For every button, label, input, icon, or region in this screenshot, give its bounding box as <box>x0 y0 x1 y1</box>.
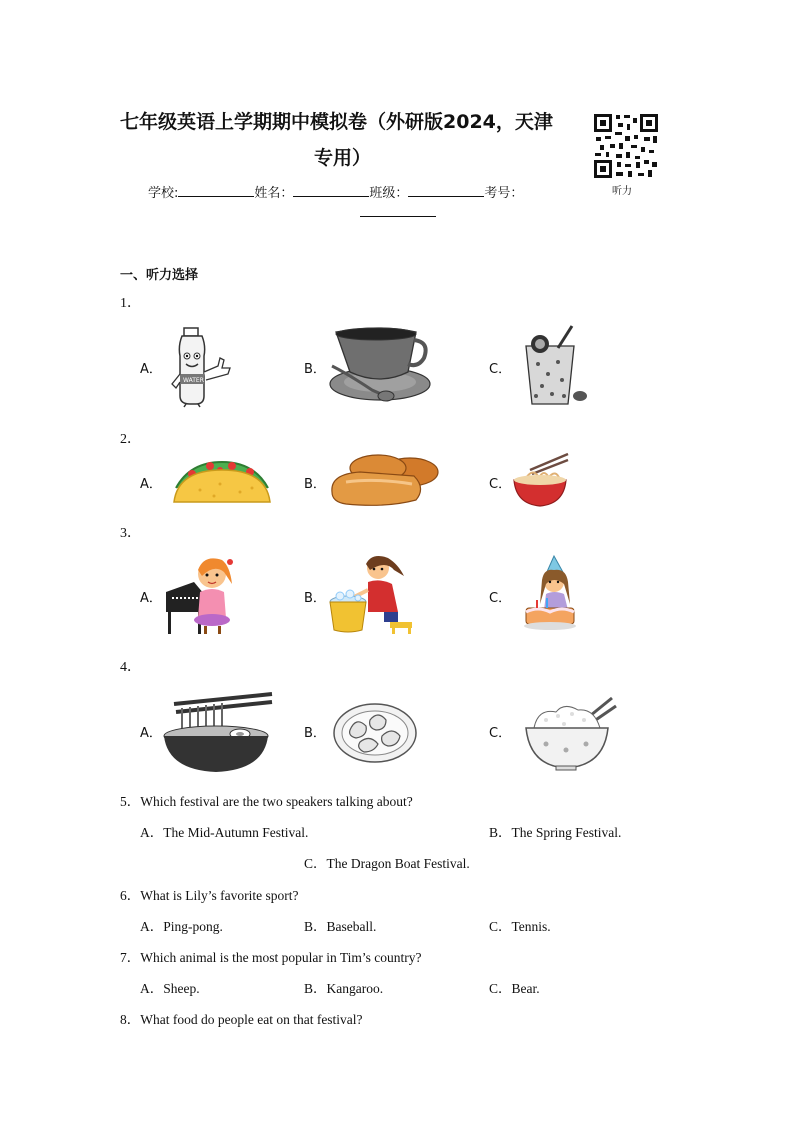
girl-birthday-cake-icon[interactable] <box>524 554 582 634</box>
choice-b[interactable]: B．Kangaroo. <box>304 981 384 996</box>
girl-playing-piano-icon[interactable] <box>164 552 238 636</box>
section-title: 一、听力选择 <box>120 268 199 283</box>
student-info-line <box>148 182 523 201</box>
choice-a[interactable]: A．Ping-pong. <box>140 919 223 934</box>
choice-a[interactable]: A．Sheep. <box>140 981 200 996</box>
option-letter[interactable]: B． <box>304 591 326 606</box>
rice-bowl-icon[interactable] <box>524 694 618 772</box>
page-title <box>120 104 575 176</box>
question-number: 8． <box>120 1012 141 1027</box>
choice-a[interactable]: A．The Mid-Autumn Festival. <box>140 825 309 840</box>
taco-icon[interactable] <box>170 458 274 510</box>
question-text: What is Lily’s favorite sport? <box>140 888 299 903</box>
coffee-cup-icon[interactable] <box>328 326 434 406</box>
choice-c[interactable]: C．Bear. <box>489 981 540 996</box>
question-7 <box>120 946 421 966</box>
question-number: 6． <box>120 888 141 903</box>
name-blank[interactable] <box>293 184 369 197</box>
question-number: 5． <box>120 794 141 809</box>
bubble-tea-icon[interactable] <box>518 324 594 408</box>
school-label: 学校: <box>148 186 179 201</box>
question-5 <box>120 790 413 810</box>
option-letter[interactable]: C． <box>489 477 512 492</box>
option-letter[interactable]: A． <box>140 477 162 492</box>
option-letter[interactable]: C． <box>489 362 512 377</box>
question-number: 2． <box>120 432 141 447</box>
option-letter[interactable]: B． <box>304 477 326 492</box>
exam-no-label: 考号： <box>484 186 524 201</box>
choice-c[interactable]: C．Tennis. <box>489 919 551 934</box>
option-letter[interactable]: A． <box>140 362 162 377</box>
question-text: What food do people eat on that festival? <box>140 1012 363 1027</box>
exam-no-blank[interactable] <box>360 216 436 217</box>
question-text: Which festival are the two speakers talking about? <box>140 794 413 809</box>
option-letter[interactable]: B． <box>304 362 326 377</box>
question-8 <box>120 1008 363 1028</box>
dumplings-bowl-icon[interactable] <box>332 702 418 764</box>
bread-icon[interactable] <box>326 452 440 510</box>
question-number: 7． <box>120 950 141 965</box>
water-bottle-icon[interactable] <box>168 326 240 408</box>
choice-c[interactable]: C．The Dragon Boat Festival. <box>304 856 470 871</box>
question-number: 1． <box>120 296 141 311</box>
choice-b[interactable]: B．The Spring Festival. <box>489 825 622 840</box>
option-letter[interactable]: A． <box>140 726 162 741</box>
option-letter[interactable]: C． <box>489 591 512 606</box>
class-blank[interactable] <box>408 184 484 197</box>
choice-b[interactable]: B．Baseball. <box>304 919 377 934</box>
option-letter[interactable]: C． <box>489 726 512 741</box>
title-line-1: 七年级英语上学期期中模拟卷（外研版2024，天津 <box>120 111 553 133</box>
school-blank[interactable] <box>178 184 254 197</box>
title-line-2: 专用） <box>314 147 372 169</box>
qr-label: 听力 <box>612 186 632 197</box>
girl-washing-clothes-icon[interactable] <box>328 552 414 636</box>
question-number: 3． <box>120 526 141 541</box>
question-number: 4． <box>120 660 141 675</box>
ramen-bowl-icon[interactable] <box>160 690 274 774</box>
qr-code-icon[interactable] <box>592 112 660 180</box>
class-label: 班级： <box>369 186 409 201</box>
question-text: Which animal is the most popular in Tim’s country? <box>140 950 422 965</box>
question-6 <box>120 884 298 904</box>
option-letter[interactable]: A． <box>140 591 162 606</box>
name-label: 姓名： <box>254 186 294 201</box>
noodle-bowl-icon[interactable] <box>512 452 570 510</box>
svg-text:WATER: WATER <box>183 377 204 384</box>
option-letter[interactable]: B． <box>304 726 326 741</box>
